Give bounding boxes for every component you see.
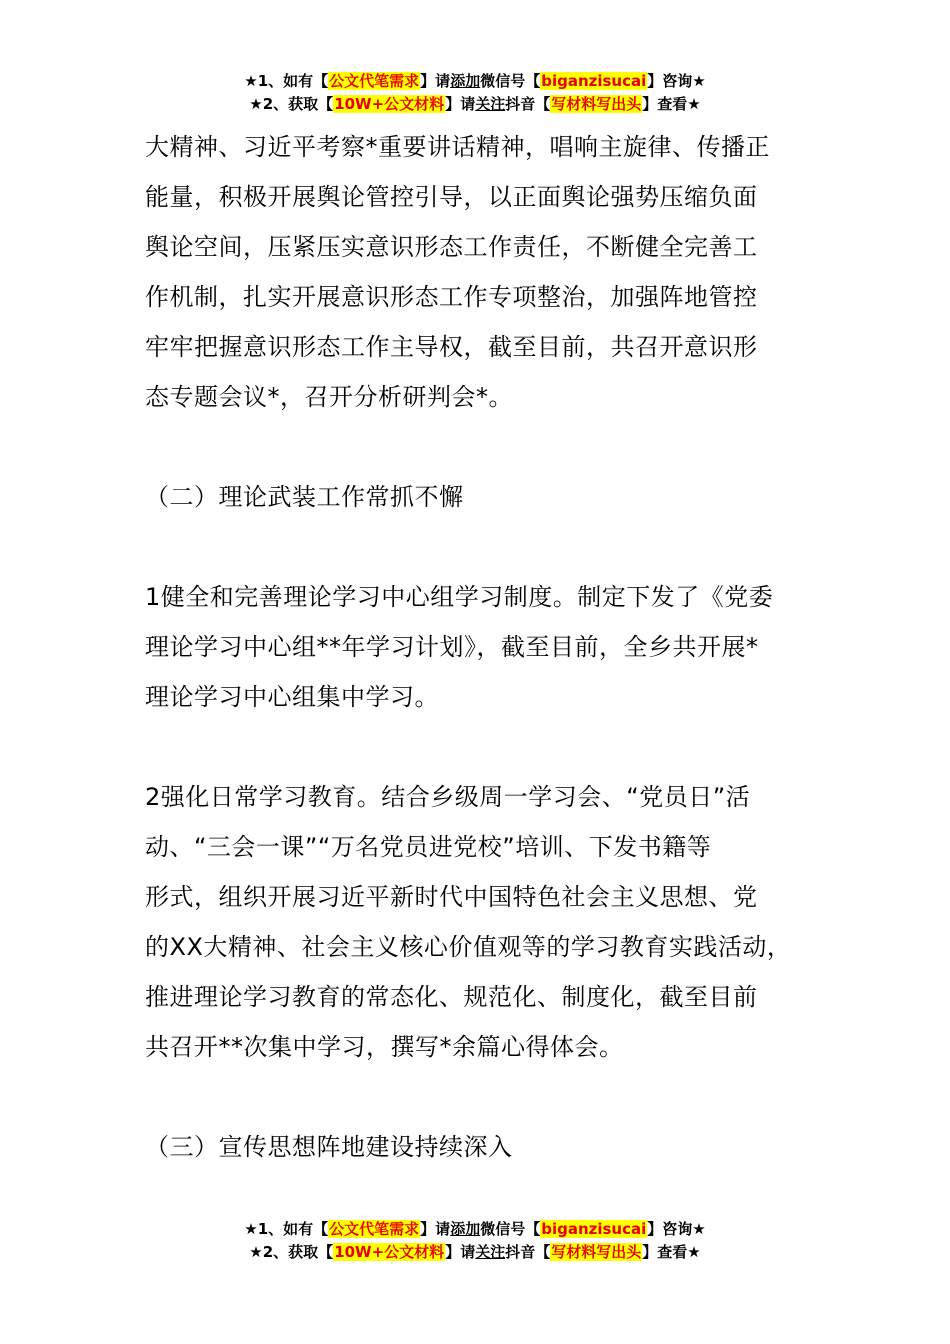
highlight-wechat-id: biganzisucai: [541, 1220, 647, 1238]
section-heading-2: （二）理论武装工作常抓不懈: [145, 483, 464, 511]
footer-banner: [0, 1218, 950, 1264]
highlight-service: 公文代笔需求: [329, 1220, 420, 1238]
paragraph-2: 1健全和完善理论学习中心组学习制度。制定下发了《党委 理论学习中心组**年学习计划》，截至目前，全乡共开展* 理论学习中心组集中学习。: [145, 583, 774, 711]
banner-line-2: ★2、获取【10W+公文材料】请关注抖音【写材料写出头】查看★: [249, 1243, 701, 1261]
highlight-wechat-id: biganzisucai: [541, 72, 647, 90]
highlight-service: 公文代笔需求: [329, 72, 420, 90]
highlight-douyin-id: 写材料写出头: [551, 95, 642, 113]
paragraph-1: 大精神、习近平考察*重要讲话精神，唱响主旋律、传播正 能量，积极开展舆论管控引导，以正面舆论强势压缩负面 舆论空间，压紧压实意识形态工作责任，不断健全完善工 作机制，扎实开展意识形态工作专项整治，加强阵地管控 牢牢把握意识形态工作主导权，截至目前，共召开意识形 态专题会议*，召开分析研判会*。: [145, 133, 770, 411]
section-heading-3: （三）宣传思想阵地建设持续深入: [145, 1133, 513, 1161]
banner-line-1: ★1、如有【公文代笔需求】请添加微信号【biganzisucai】咨询★: [244, 1220, 706, 1238]
header-banner: [0, 70, 950, 116]
paragraph-3: 2强化日常学习教育。结合乡级周一学习会、“党员日”活 动、“三会一课”“万名党员进党校”培训、下发书籍等 形式，组织开展习近平新时代中国特色社会主义思想、党 的XX大精神、社会主义核心价值观等的学习教育实践活动， 推进理论学习教育的常态化、规范化、制度化，截至目前 共召开**次集中学习，撰写*余篇心得体会。: [145, 783, 792, 1061]
highlight-materials: 10W+公文材料: [334, 1243, 445, 1261]
document-body: [145, 122, 845, 1172]
highlight-materials: 10W+公文材料: [334, 95, 445, 113]
banner-line-2: ★2、获取【10W+公文材料】请关注抖音【写材料写出头】查看★: [249, 95, 701, 113]
highlight-douyin-id: 写材料写出头: [551, 1243, 642, 1261]
banner-line-1: ★1、如有【公文代笔需求】请添加微信号【biganzisucai】咨询★: [244, 72, 706, 90]
